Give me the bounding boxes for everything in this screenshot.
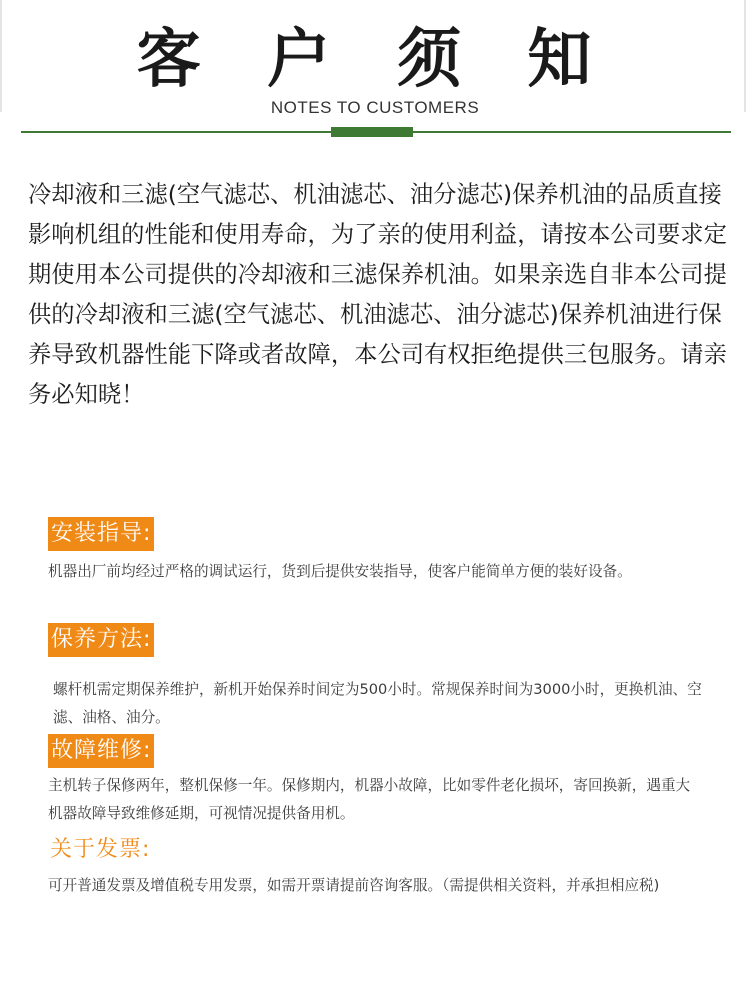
section-body-invoice: 可开普通发票及增值税专用发票，如需开票请提前咨询客服。（需提供相关资料，并承担相应税) — [48, 877, 660, 894]
section-body-installation: 机器出厂前均经过严格的调试运行，货到后提供安装指导，使客户能简单方便的装好设备。 — [48, 563, 632, 580]
page-title: 客 户 须 知 — [136, 23, 614, 97]
intro-notice: 冷却液和三滤(空气滤芯、机油滤芯、油分滤芯)保养机油的品质直接影响机组的性能和使用寿命，为了亲的使用利益，请按本公司要求定期使用本公司提供的冷却液和三滤保养机油。如果亲选自非本公司提供的冷却液和三滤(空气滤芯、机油滤芯、油分滤芯)保养机油进行保养导致机器性能下降或者故障，本公司有权拒绝提供三包服务。请亲务必知晓！ — [28, 181, 727, 408]
title-divider-accent — [331, 127, 413, 137]
page-subtitle: NOTES TO CUSTOMERS — [270, 98, 480, 117]
section-heading-repair: 故障维修: — [48, 734, 154, 768]
section-heading-maintenance: 保养方法: — [48, 623, 154, 657]
section-body-repair: 主机转子保修两年，整机保修一年。保修期内，机器小故障，比如零件老化损坏，寄回换新，遇重大机器故障导致维修延期，可视情况提供备用机。 — [48, 777, 691, 822]
section-heading-installation: 安装指导: — [48, 517, 154, 551]
section-heading-invoice: 关于发票: — [50, 837, 151, 862]
section-body-maintenance: 螺杆机需定期保养维护，新机开始保养时间定为500小时。常规保养时间为3000小时，更换机油、空滤、油格、油分。 — [53, 681, 702, 726]
